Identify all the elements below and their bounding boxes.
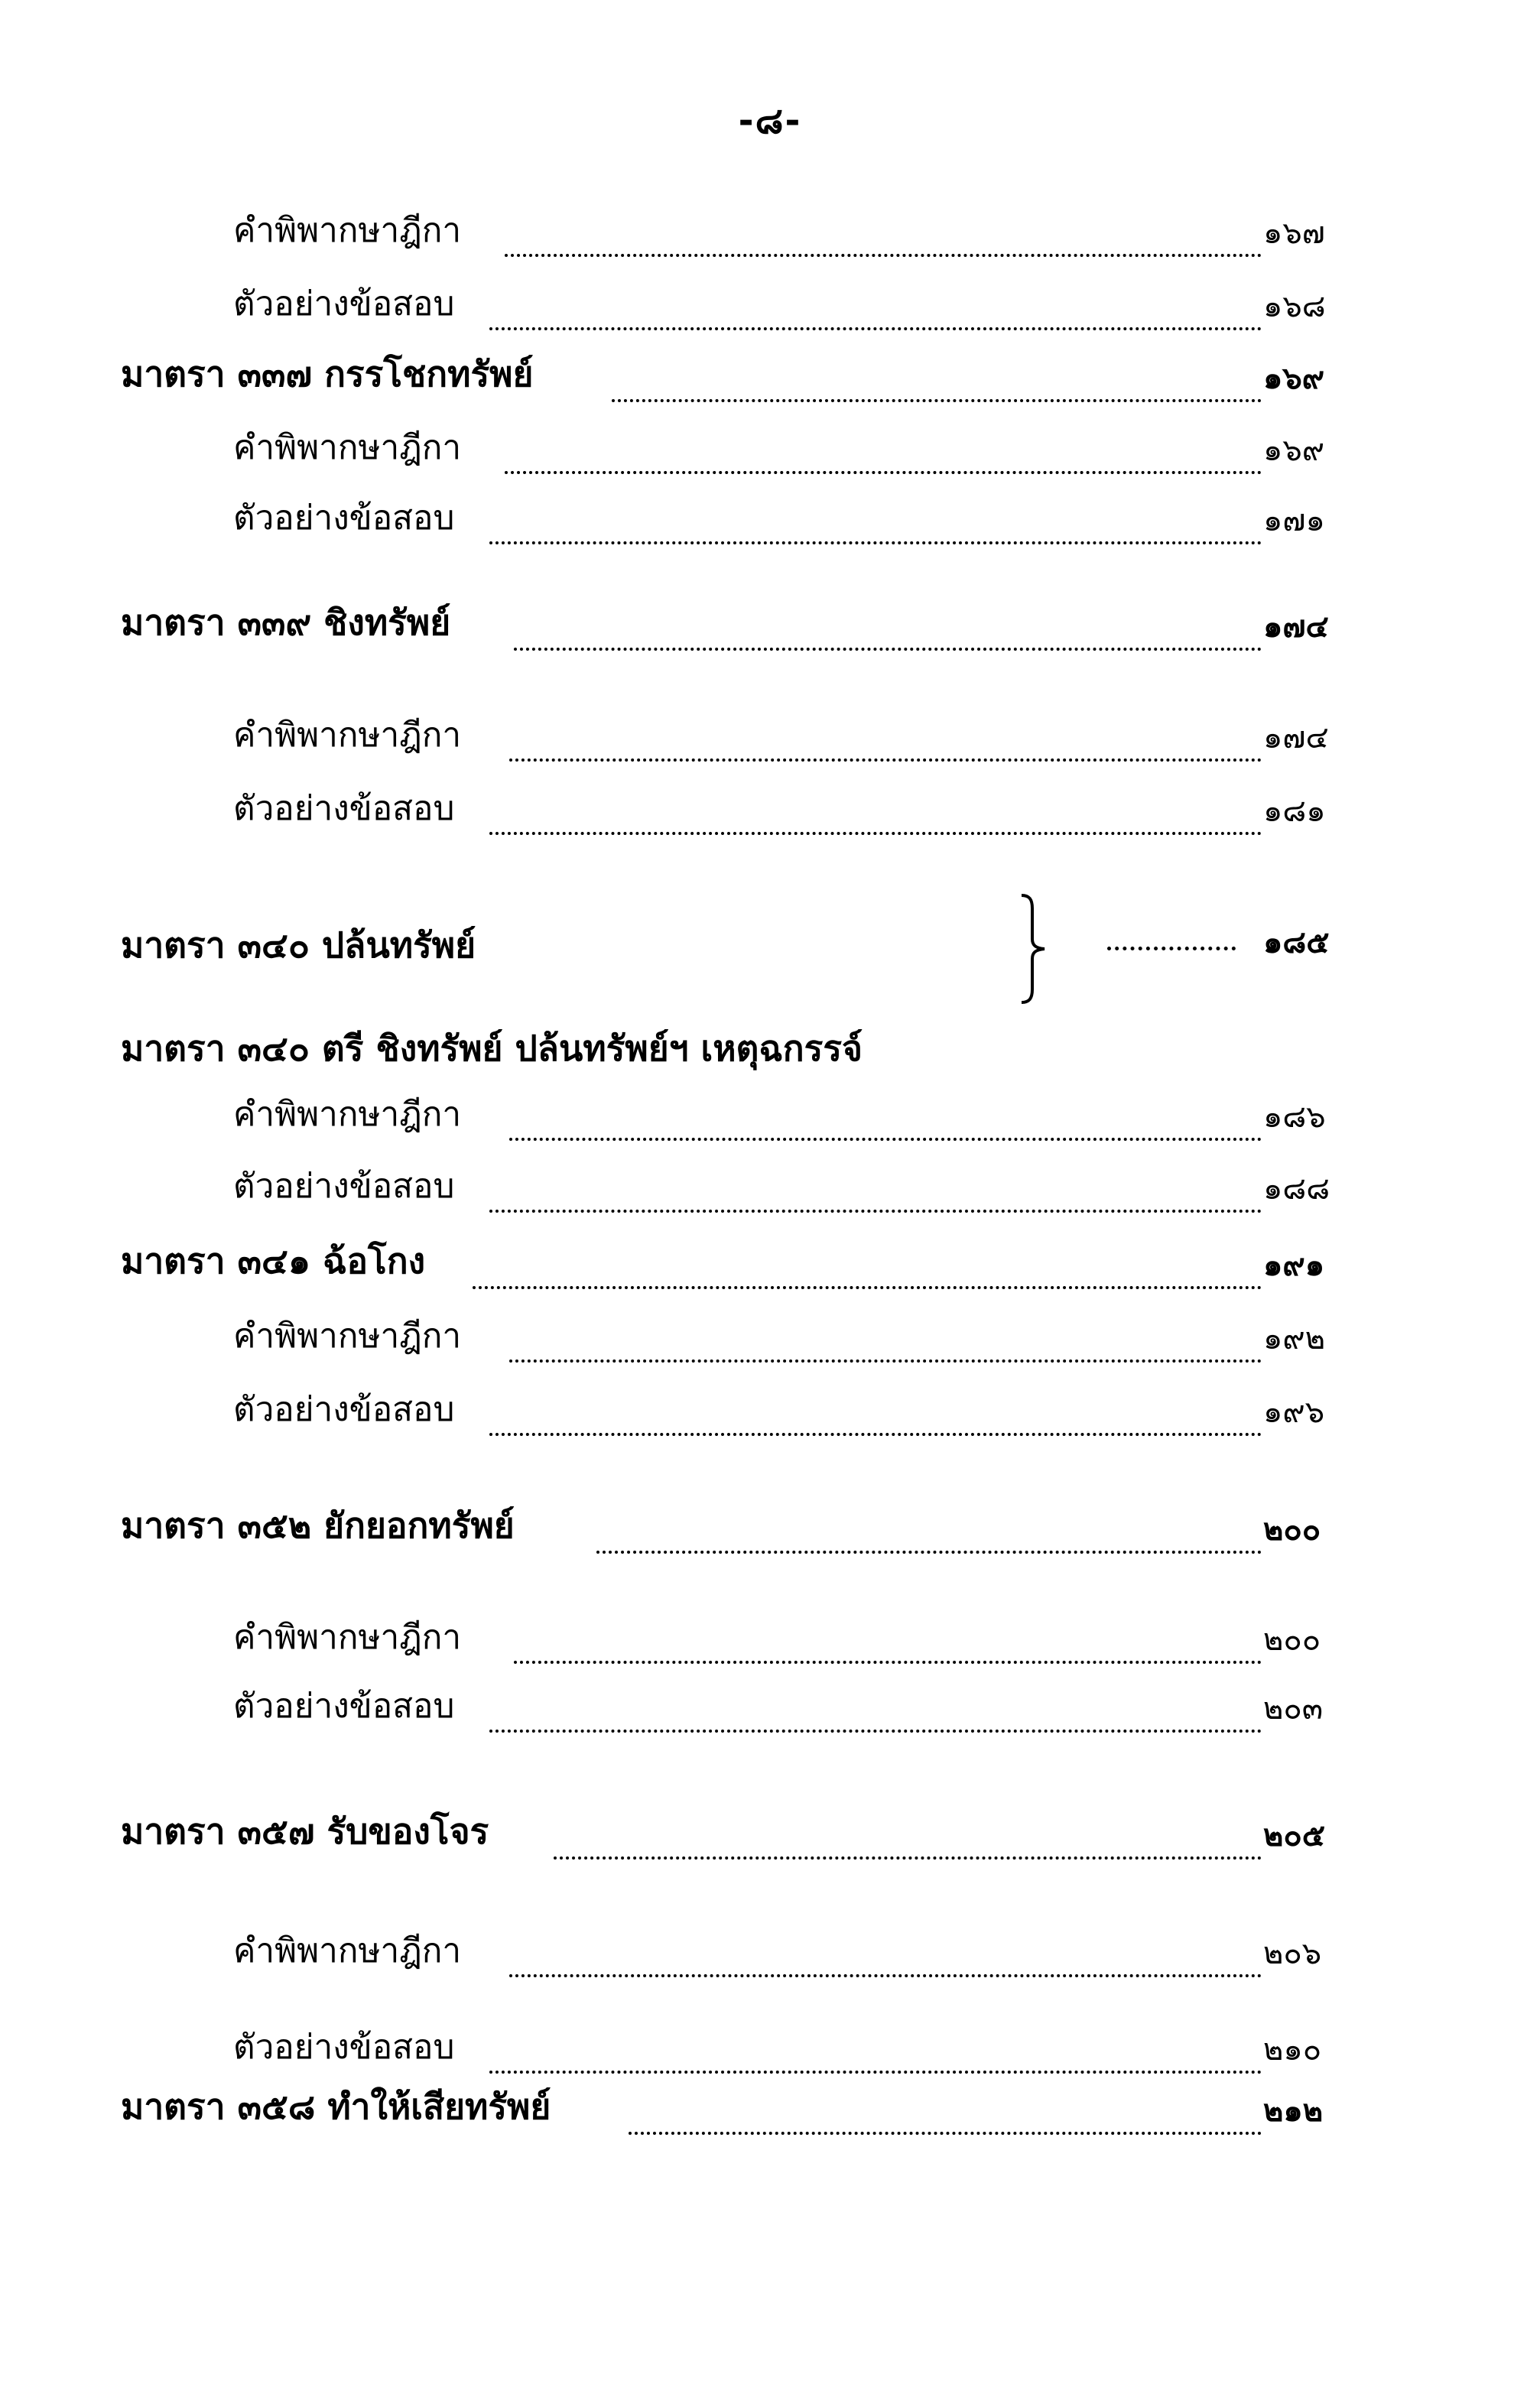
dot-leader <box>509 1974 1262 1977</box>
toc-page-number: ๑๘๖ <box>1263 1100 1326 1135</box>
toc-section-entry <box>0 602 1540 661</box>
dot-leader <box>489 1433 1262 1436</box>
toc-subentry <box>0 1931 1540 1988</box>
toc-entry-label: มาตรา ๓๕๘ ทำให้เสียทรัพย์ <box>121 2086 551 2127</box>
toc-page-number: ๑๖๙ <box>1263 433 1325 468</box>
toc-page-number: ๒๐๓ <box>1263 1691 1324 1726</box>
toc-section-entry <box>0 1505 1540 1564</box>
toc-subentry <box>0 211 1540 268</box>
toc-subentry <box>0 1095 1540 1152</box>
toc-page-number: ๑๙๒ <box>1263 1321 1326 1356</box>
toc-entry-label: มาตรา ๓๓๗ กรรโชกทรัพย์ <box>121 353 534 395</box>
toc-subentry <box>0 499 1540 555</box>
toc-entry-label: คำพิพากษาฎีกา <box>233 211 462 250</box>
toc-subentry <box>0 1317 1540 1373</box>
toc-page-number: ๑๙๖ <box>1263 1395 1325 1430</box>
dot-leader <box>489 832 1262 835</box>
dot-leader <box>596 1551 1262 1554</box>
toc-entry-label: คำพิพากษาฎีกา <box>233 428 462 467</box>
toc-page-number: ๒๐๖ <box>1263 1936 1322 1971</box>
toc-entry-label: คำพิพากษาฎีกา <box>233 1931 462 1970</box>
toc-section-entry <box>0 1240 1540 1300</box>
toc-page-number: ๒๑๒ <box>1263 2094 1324 2129</box>
toc-page-number: ๑๖๗ <box>1263 216 1325 251</box>
dot-leader <box>554 1856 1262 1860</box>
dot-leader <box>489 1730 1262 1733</box>
toc-page-number: ๑๗๔ <box>1263 609 1329 645</box>
toc-entry-label: คำพิพากษาฎีกา <box>233 716 462 755</box>
toc-entry-label: คำพิพากษาฎีกา <box>233 1095 462 1134</box>
toc-section-entry <box>0 1028 1540 1087</box>
toc-page-number: ๒๐๕ <box>1263 1818 1326 1853</box>
toc-entry-label: มาตรา ๓๔๐ ตรี ชิงทรัพย์ ปล้นทรัพย์ฯ เหตุฉกรรจ์ <box>121 1028 863 1069</box>
toc-entry-section-340-robbery: มาตรา ๓๔๐ ปล้นทรัพย์ <box>121 924 476 966</box>
toc-section-entry <box>0 2086 1540 2145</box>
toc-page-number: ๑๗๔ <box>1263 720 1329 755</box>
toc-entry-label: ตัวอย่างข้อสอบ <box>233 499 455 538</box>
toc-entry-label: มาตรา ๓๔๑ ฉ้อโกง <box>121 1240 426 1281</box>
toc-page-number: ๑๙๑ <box>1263 1248 1325 1283</box>
dot-leader <box>489 1210 1262 1213</box>
toc-subentry <box>0 1687 1540 1743</box>
toc-entry-label: คำพิพากษาฎีกา <box>233 1618 462 1657</box>
toc-page-number: ๒๑๐ <box>1263 2032 1322 2068</box>
toc-entry-label: มาตรา ๓๕๗ รับของโจร <box>121 1811 489 1852</box>
toc-subentry <box>0 284 1540 341</box>
toc-entry-label: ตัวอย่างข้อสอบ <box>233 1167 455 1206</box>
toc-subentry <box>0 2028 1540 2084</box>
toc-page-number: ๒๐๐ <box>1263 1623 1321 1658</box>
toc-section-entry <box>0 1811 1540 1870</box>
dot-leader <box>505 254 1262 257</box>
toc-subentry <box>0 789 1540 846</box>
toc-page-number: ๑๘๕ <box>1263 925 1330 960</box>
toc-entry-label: คำพิพากษาฎีกา <box>233 1317 462 1356</box>
toc-entry-label: มาตรา ๓๕๒ ยักยอกทรัพย์ <box>121 1505 515 1546</box>
toc-page-number: ๑๘๑ <box>1263 794 1326 829</box>
toc-subentry <box>0 1390 1540 1447</box>
toc-section-entry <box>0 353 1540 413</box>
dot-leader <box>473 1286 1262 1289</box>
toc-page-number: ๑๗๑ <box>1263 503 1325 538</box>
toc-entry-label: มาตรา ๓๓๙ ชิงทรัพย์ <box>121 602 451 643</box>
toc-page-number: ๑๖๘ <box>1263 289 1326 324</box>
page-number: -๘- <box>738 99 802 142</box>
dot-leader <box>509 1359 1262 1363</box>
dot-leader <box>489 541 1262 544</box>
dot-leader <box>489 2071 1262 2074</box>
toc-entry-label: ตัวอย่างข้อสอบ <box>233 1390 455 1429</box>
toc-page-number: ๑๖๙ <box>1263 361 1325 396</box>
dot-leader <box>612 399 1262 402</box>
dot-leader <box>509 758 1262 762</box>
toc-subentry <box>0 428 1540 485</box>
dot-leader <box>509 1138 1262 1141</box>
toc-subentry <box>0 1167 1540 1223</box>
dot-leader <box>489 327 1262 330</box>
dot-leader <box>629 2132 1262 2135</box>
toc-entry-label: ตัวอย่างข้อสอบ <box>233 1687 455 1726</box>
toc-page-number: ๑๘๘ <box>1263 1171 1330 1207</box>
dot-leader <box>505 471 1262 474</box>
toc-subentry <box>0 716 1540 772</box>
dot-leader <box>1107 947 1236 950</box>
toc-subentry <box>0 1618 1540 1674</box>
toc-entry-label: ตัวอย่างข้อสอบ <box>233 284 455 323</box>
toc-entry-label: ตัวอย่างข้อสอบ <box>233 2028 455 2067</box>
toc-entry-label: ตัวอย่างข้อสอบ <box>233 789 455 828</box>
dot-leader <box>514 648 1262 651</box>
dot-leader <box>514 1661 1262 1664</box>
toc-page-number: ๒๐๐ <box>1263 1512 1321 1548</box>
right-curly-brace-icon <box>1019 893 1054 1005</box>
